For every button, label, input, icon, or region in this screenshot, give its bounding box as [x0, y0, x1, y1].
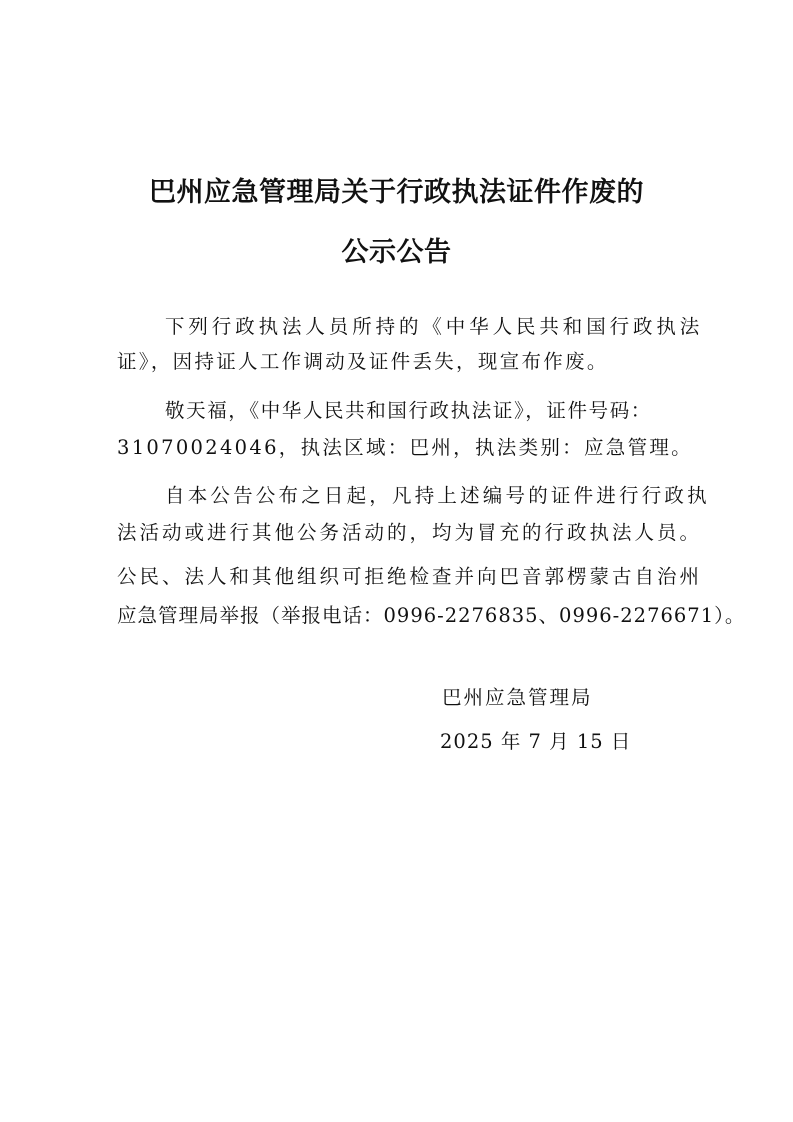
- paragraph-3-line-1: 自本公告公布之日起，凡持上述编号的证件进行行政执: [165, 484, 710, 507]
- document-title-line-1: 巴州应急管理局关于行政执法证件作废的: [149, 177, 644, 208]
- signature-date: 2025 年 7 月 15 日: [440, 730, 632, 753]
- paragraph-1-line-2: 证》，因持证人工作调动及证件丢失，现宣布作废。: [117, 350, 609, 373]
- paragraph-2-line-1: 敬天福，《中华人民共和国行政执法证》，证件号码：: [165, 399, 652, 422]
- paragraph-3-line-2: 法活动或进行其他公务活动的，均为冒充的行政执法人员。: [117, 521, 703, 544]
- paragraph-3-line-4: 应急管理局举报（举报电话：0996-2276835、0996-2276671）。: [117, 604, 746, 627]
- paragraph-1-line-1: 下列行政执法人员所持的《中华人民共和国行政执法: [165, 315, 704, 338]
- paragraph-2-line-2: 31070024046，执法区域：巴州，执法类别：应急管理。: [117, 436, 693, 459]
- signature-organization: 巴州应急管理局: [442, 686, 593, 709]
- paragraph-3-line-3: 公民、法人和其他组织可拒绝检查并向巴音郭楞蒙古自治州: [117, 565, 703, 588]
- document-title-line-2: 公示公告: [341, 237, 452, 268]
